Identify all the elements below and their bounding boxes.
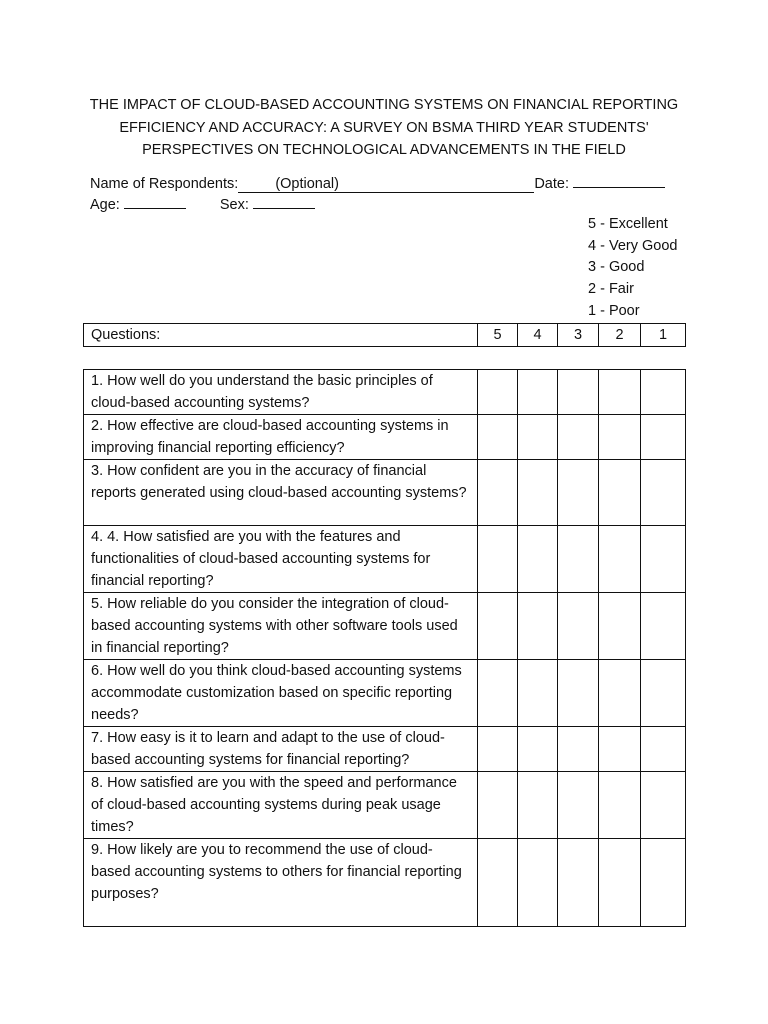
rating-header-1: 1 xyxy=(641,324,686,347)
question-6: 6. How well do you think cloud-based accounting systems accommodate customization based on specific reporting needs? xyxy=(84,660,478,727)
rating-cell-q9-1[interactable] xyxy=(641,839,686,927)
scale-item-1: 1 - Poor xyxy=(588,302,640,319)
rating-cell-q6-2[interactable] xyxy=(599,660,641,727)
question-3: 3. How confident are you in the accuracy of financial reports generated using cloud-based accounting systems? xyxy=(84,460,478,526)
table-row xyxy=(84,727,686,772)
respondent-name-row xyxy=(90,173,665,195)
rating-cell-q4-2[interactable] xyxy=(599,526,641,593)
age-field[interactable] xyxy=(124,194,186,209)
rating-cell-q9-5[interactable] xyxy=(478,839,518,927)
rating-cell-q1-5[interactable] xyxy=(478,370,518,415)
name-field[interactable] xyxy=(238,176,534,193)
rating-cell-q6-5[interactable] xyxy=(478,660,518,727)
rating-cell-q7-5[interactable] xyxy=(478,727,518,772)
rating-cell-q1-1[interactable] xyxy=(641,370,686,415)
table-row xyxy=(84,370,686,415)
rating-cell-q2-1[interactable] xyxy=(641,415,686,460)
sex-label: Sex: xyxy=(219,197,249,213)
rating-cell-q4-1[interactable] xyxy=(641,526,686,593)
rating-cell-q9-2[interactable] xyxy=(599,839,641,927)
document-title xyxy=(60,94,708,162)
sex-field[interactable] xyxy=(253,194,315,209)
rating-scale-legend xyxy=(588,214,677,323)
question-2: 2. How effective are cloud-based accounting systems in improving financial reporting efficiency? xyxy=(84,415,478,460)
table-row xyxy=(84,660,686,727)
rating-cell-q2-4[interactable] xyxy=(518,415,558,460)
rating-cell-q9-4[interactable] xyxy=(518,839,558,927)
rating-cell-q7-1[interactable] xyxy=(641,727,686,772)
rating-cell-q8-1[interactable] xyxy=(641,772,686,839)
name-optional-hint: (Optional) xyxy=(275,176,339,192)
title-line-3: PERSPECTIVES ON TECHNOLOGICAL ADVANCEMENTS IN THE FIELD xyxy=(142,142,626,158)
name-label: Name of Respondents: xyxy=(90,176,239,192)
rating-cell-q2-5[interactable] xyxy=(478,415,518,460)
questions-table xyxy=(83,369,686,927)
rating-header-4: 4 xyxy=(518,324,558,347)
rating-cell-q3-4[interactable] xyxy=(518,460,558,526)
rating-cell-q1-4[interactable] xyxy=(518,370,558,415)
table-row xyxy=(84,415,686,460)
rating-cell-q3-2[interactable] xyxy=(599,460,641,526)
rating-cell-q5-2[interactable] xyxy=(599,593,641,660)
rating-cell-q7-2[interactable] xyxy=(599,727,641,772)
rating-header-3: 3 xyxy=(558,324,599,347)
title-line-1: THE IMPACT OF CLOUD-BASED ACCOUNTING SYSTEMS ON FINANCIAL REPORTING xyxy=(89,97,679,113)
date-label: Date: xyxy=(534,176,569,192)
rating-cell-q5-3[interactable] xyxy=(558,593,599,660)
question-4: 4. 4. How satisfied are you with the features and functionalities of cloud-based accounting systems for financial reporting? xyxy=(84,526,478,593)
question-5: 5. How reliable do you consider the integration of cloud-based accounting systems with other software tools used in financial reporting? xyxy=(84,593,478,660)
rating-cell-q5-5[interactable] xyxy=(478,593,518,660)
rating-header-5: 5 xyxy=(478,324,518,347)
rating-header-row xyxy=(84,324,686,347)
rating-cell-q4-3[interactable] xyxy=(558,526,599,593)
rating-cell-q8-3[interactable] xyxy=(558,772,599,839)
rating-cell-q2-3[interactable] xyxy=(558,415,599,460)
table-row xyxy=(84,839,686,927)
rating-cell-q6-3[interactable] xyxy=(558,660,599,727)
table-row xyxy=(84,593,686,660)
age-label: Age: xyxy=(90,197,120,213)
rating-cell-q3-3[interactable] xyxy=(558,460,599,526)
rating-cell-q6-4[interactable] xyxy=(518,660,558,727)
rating-cell-q8-4[interactable] xyxy=(518,772,558,839)
rating-cell-q8-5[interactable] xyxy=(478,772,518,839)
rating-cell-q2-2[interactable] xyxy=(599,415,641,460)
rating-cell-q5-4[interactable] xyxy=(518,593,558,660)
date-field[interactable] xyxy=(573,173,665,188)
scale-item-3: 3 - Good xyxy=(588,259,645,276)
rating-cell-q7-4[interactable] xyxy=(518,727,558,772)
rating-header-table xyxy=(83,323,686,347)
rating-header-2: 2 xyxy=(599,324,641,347)
rating-cell-q4-4[interactable] xyxy=(518,526,558,593)
rating-cell-q8-2[interactable] xyxy=(599,772,641,839)
questions-header: Questions: xyxy=(84,324,478,347)
table-row xyxy=(84,526,686,593)
rating-cell-q3-1[interactable] xyxy=(641,460,686,526)
question-7: 7. How easy is it to learn and adapt to the use of cloud-based accounting systems for financial reporting? xyxy=(84,727,478,772)
scale-item-4: 4 - Very Good xyxy=(588,237,678,254)
question-9: 9. How likely are you to recommend the use of cloud-based accounting systems to others for financial reporting purposes? xyxy=(84,839,478,927)
rating-cell-q5-1[interactable] xyxy=(641,593,686,660)
rating-cell-q4-5[interactable] xyxy=(478,526,518,593)
age-sex-row xyxy=(90,194,315,216)
rating-cell-q7-3[interactable] xyxy=(558,727,599,772)
rating-cell-q6-1[interactable] xyxy=(641,660,686,727)
rating-cell-q1-2[interactable] xyxy=(599,370,641,415)
question-1: 1. How well do you understand the basic principles of cloud-based accounting systems? xyxy=(84,370,478,415)
rating-cell-q3-5[interactable] xyxy=(478,460,518,526)
table-row xyxy=(84,772,686,839)
title-line-2: EFFICIENCY AND ACCURACY: A SURVEY ON BSMA THIRD YEAR STUDENTS' xyxy=(119,119,649,136)
scale-item-5: 5 - Excellent xyxy=(588,216,668,232)
scale-item-2: 2 - Fair xyxy=(588,281,634,298)
table-row xyxy=(84,460,686,526)
rating-cell-q9-3[interactable] xyxy=(558,839,599,927)
rating-cell-q1-3[interactable] xyxy=(558,370,599,415)
question-8: 8. How satisfied are you with the speed and performance of cloud-based accounting systems during peak usage times? xyxy=(84,772,478,839)
